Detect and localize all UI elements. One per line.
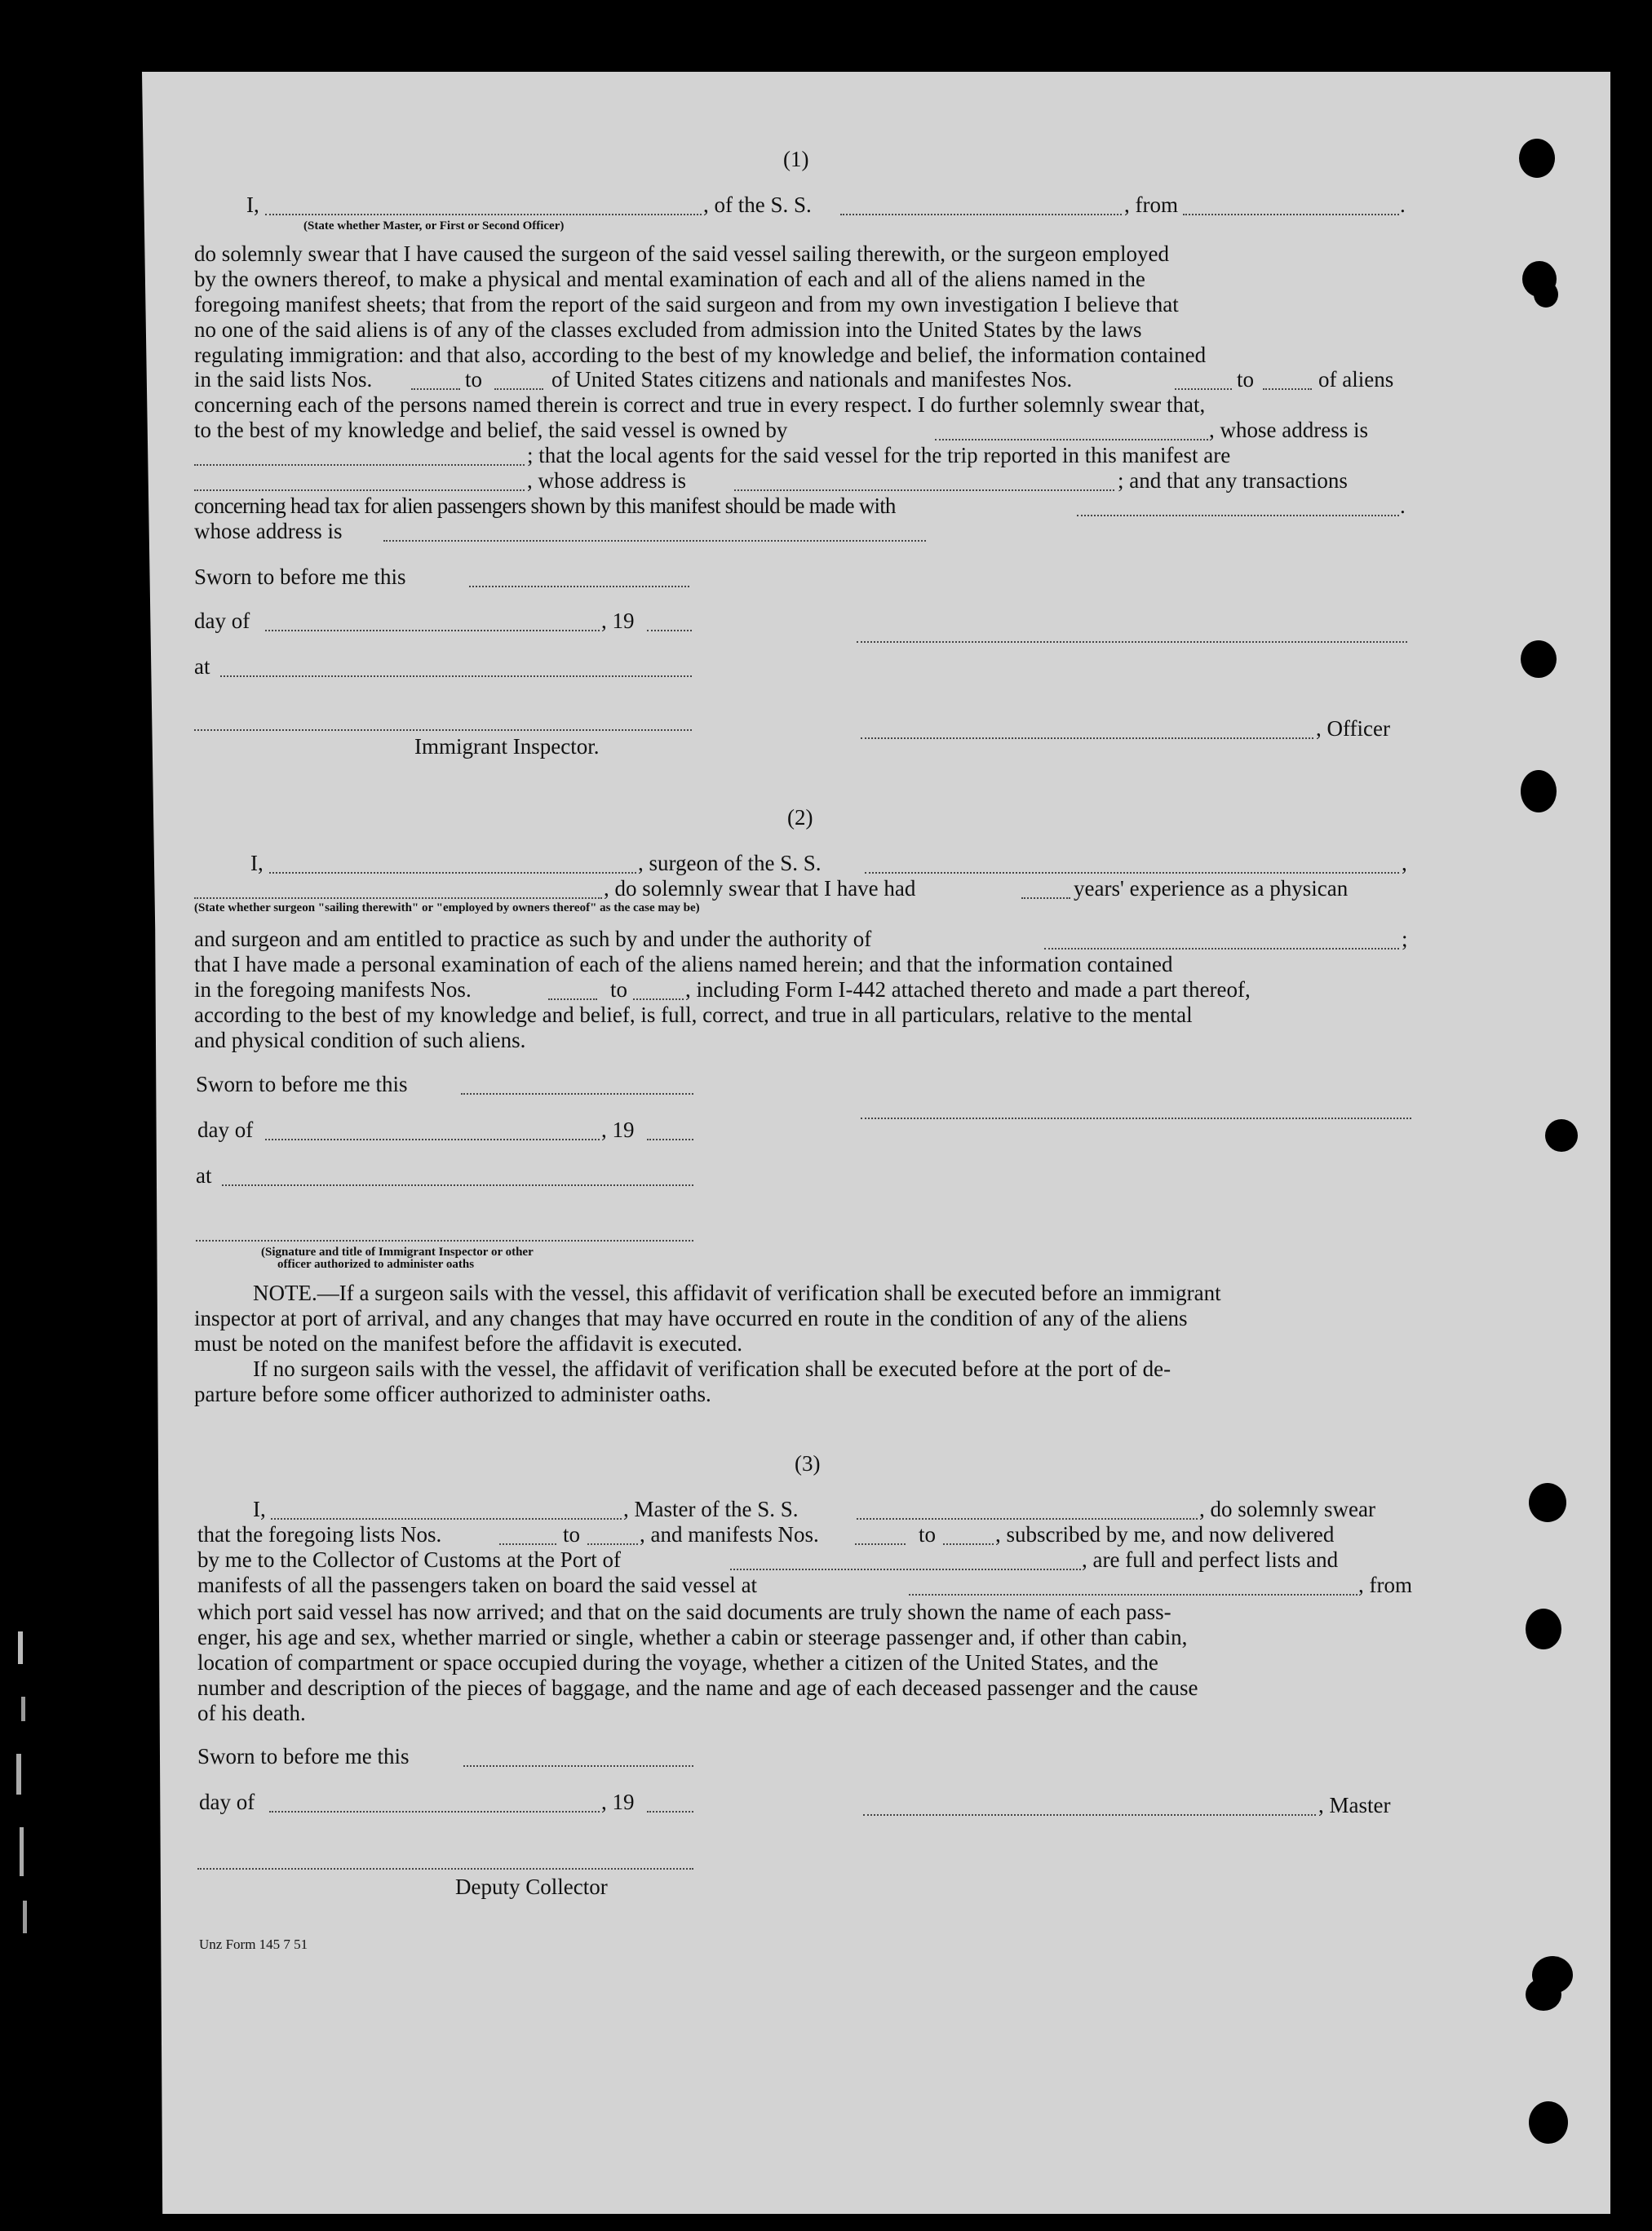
punch-hole bbox=[1521, 640, 1557, 678]
punch-hole bbox=[1534, 281, 1558, 308]
s3-line: number and description of the pieces of baggage, and the name and age of each deceased passenger and the cause bbox=[197, 1675, 1198, 1700]
section-1-number: (1) bbox=[783, 147, 809, 171]
s3-lists-nos: that the foregoing lists Nos. bbox=[197, 1522, 442, 1547]
s1-line: concerning each of the persons named therein is correct and true in every respect. I do further solemnly swear that, bbox=[194, 392, 1206, 417]
s1-from-line bbox=[1183, 214, 1399, 215]
s3-paragraph bbox=[197, 1600, 1411, 1726]
s1-of-ss: , of the S. S. bbox=[703, 193, 812, 217]
s2-surgeon-name-line bbox=[269, 872, 636, 874]
s3-i: I, bbox=[253, 1497, 266, 1521]
s3-to-2: to bbox=[919, 1522, 937, 1547]
s2-sig-note-2: officer authorized to administer oaths bbox=[277, 1258, 475, 1271]
punch-hole bbox=[1521, 770, 1557, 812]
note-line: parture before some officer authorized to administer oaths. bbox=[194, 1382, 711, 1406]
s2-day-of: day of bbox=[197, 1118, 254, 1142]
s1-officer-name-line bbox=[265, 214, 702, 215]
s1-transactions: ; and that any transactions bbox=[1118, 468, 1348, 493]
note-paragraph bbox=[194, 1281, 1410, 1407]
s1-ship-name-line bbox=[840, 214, 1122, 215]
s2-manifests-from-line bbox=[548, 998, 597, 1000]
s2-sworn-line bbox=[461, 1093, 693, 1095]
s1-inspector-line bbox=[194, 729, 692, 731]
s3-sworn-line bbox=[463, 1765, 693, 1767]
s2-ship-line bbox=[865, 872, 1399, 874]
s1-day-of: day of bbox=[194, 609, 250, 633]
s2-signature-line bbox=[861, 1118, 1411, 1119]
scan-mark bbox=[23, 1901, 27, 1933]
s2-day-line bbox=[265, 1139, 600, 1140]
s2-years-exp: years' experience as a physican bbox=[1074, 876, 1349, 901]
s1-year-line bbox=[647, 630, 692, 631]
section-2-number: (2) bbox=[787, 805, 813, 830]
s1-lists-nos: in the said lists Nos. bbox=[194, 367, 373, 392]
scan-mark bbox=[18, 1631, 23, 1664]
s2-manifests-nos: in the foregoing manifests Nos. bbox=[194, 977, 472, 1002]
s2-manifests-to-line bbox=[633, 998, 684, 1000]
s1-owner-line bbox=[935, 439, 1208, 440]
s2-year: , 19 bbox=[601, 1118, 635, 1142]
s1-period: . bbox=[1400, 193, 1406, 217]
s1-whose-address-2: whose address is bbox=[194, 519, 343, 543]
s3-day-of: day of bbox=[199, 1790, 255, 1814]
s3-taken-on-board: manifests of all the passengers taken on board the said vessel at bbox=[197, 1573, 758, 1597]
s3-port-of: by me to the Collector of Customs at the Port of bbox=[197, 1547, 621, 1572]
s3-master-name-line bbox=[271, 1518, 622, 1520]
note-line: If no surgeon sails with the vessel, the affidavit of verification shall be executed before at the port of de- bbox=[253, 1357, 1171, 1381]
s1-citizens: of United States citizens and nationals and manifestes Nos. bbox=[551, 367, 1073, 392]
s2-i: I, bbox=[250, 851, 264, 875]
s1-officer-note: (State whether Master, or First or Second Officer) bbox=[303, 219, 565, 232]
s1-agents-line bbox=[194, 489, 525, 491]
s3-subscribed: , subscribed by me, and now delivered bbox=[995, 1522, 1335, 1547]
s1-line: by the owners thereof, to make a physical and mental examination of each and all of the aliens named in the bbox=[194, 267, 1145, 291]
punch-hole bbox=[1519, 139, 1555, 178]
s2-sig-note-1: (Signature and title of Immigrant Inspector or other bbox=[261, 1246, 534, 1259]
s3-ship-line bbox=[857, 1518, 1198, 1520]
note-line: inspector at port of arrival, and any changes that may have occurred en route in the condition of any of the aliens bbox=[194, 1306, 1188, 1330]
s3-line: of his death. bbox=[197, 1701, 306, 1725]
s2-years-line bbox=[1021, 897, 1070, 899]
s3-manifests-from-line bbox=[855, 1543, 906, 1545]
s3-master-of: , Master of the S. S. bbox=[623, 1497, 799, 1521]
scan-mark bbox=[16, 1754, 21, 1795]
scan-mark bbox=[20, 1827, 24, 1876]
s1-line: foregoing manifest sheets; that from the report of the said surgeon and from my own investigation I believe that bbox=[194, 292, 1179, 317]
s1-from: , from bbox=[1124, 193, 1178, 217]
s1-at-line bbox=[220, 675, 692, 677]
s2-authority: and surgeon and am entitled to practice as such by and under the authority of bbox=[194, 927, 872, 951]
s1-owner-address-line bbox=[194, 464, 525, 466]
s1-owned-by: to the best of my knowledge and belief, the said vessel is owned by bbox=[194, 418, 788, 442]
s3-lists-to-line bbox=[587, 1543, 638, 1545]
s3-to: to bbox=[563, 1522, 581, 1547]
s2-year-line bbox=[647, 1139, 693, 1140]
s1-agents-address-line bbox=[734, 489, 1114, 491]
s1-line: no one of the said aliens is of any of the classes excluded from admission into the United States by the laws bbox=[194, 317, 1142, 342]
punch-hole bbox=[1526, 1978, 1561, 2011]
s3-manifests-to-line bbox=[943, 1543, 994, 1545]
s1-inspector-label: Immigrant Inspector. bbox=[414, 734, 600, 759]
s3-embark-port-line bbox=[909, 1594, 1357, 1596]
s2-swear: , do solemnly swear that I have had bbox=[604, 876, 916, 901]
s2-status-note: (State whether surgeon "sailing therewith" or "employed by owners thereof" as the case may be) bbox=[194, 901, 700, 914]
s2-at-line bbox=[222, 1184, 693, 1186]
s3-full-perfect: , are full and perfect lists and bbox=[1082, 1547, 1339, 1572]
s1-head-tax-line bbox=[1077, 515, 1399, 516]
s1-local-agents: ; that the local agents for the said vessel for the trip reported in this manifest are bbox=[527, 443, 1231, 467]
punch-hole bbox=[1529, 1483, 1566, 1522]
s1-day-line bbox=[265, 630, 600, 631]
s3-collector-line bbox=[197, 1868, 693, 1870]
s2-line: that I have made a personal examination of each of the aliens named herein; and that the information contained bbox=[194, 952, 1173, 976]
s1-officer-label: , Officer bbox=[1316, 716, 1390, 741]
s3-line: enger, his age and sex, whether married or single, whether a cabin or steerage passenger and, if other than cabin, bbox=[197, 1625, 1188, 1649]
s3-manifests-nos: , and manifests Nos. bbox=[640, 1522, 819, 1547]
s2-sworn: Sworn to before me this bbox=[196, 1072, 408, 1096]
s2-officer-signature-line bbox=[196, 1240, 693, 1242]
form-code: Unz Form 145 7 51 bbox=[199, 1937, 308, 1952]
s3-lists-from-line bbox=[499, 1543, 556, 1545]
s3-from: , from bbox=[1358, 1573, 1412, 1597]
s1-lists-to-line bbox=[494, 388, 543, 390]
s3-line: location of compartment or space occupied during the voyage, whether a citizen of the United States, and the bbox=[197, 1650, 1158, 1675]
s3-master-signature-line bbox=[863, 1814, 1316, 1816]
s1-line: regulating immigration: and that also, according to the best of my knowledge and belief, the information contained bbox=[194, 343, 1207, 367]
s1-i: I, bbox=[246, 193, 259, 217]
s2-line: according to the best of my knowledge and belief, is full, correct, and true in all particulars, relative to the mental bbox=[194, 1003, 1193, 1027]
s3-master-label: , Master bbox=[1318, 1793, 1391, 1817]
s3-year: , 19 bbox=[601, 1790, 635, 1814]
s1-of-aliens: of aliens bbox=[1318, 367, 1394, 392]
s2-status-line bbox=[194, 897, 602, 899]
s2-semicolon: ; bbox=[1402, 927, 1408, 951]
s1-whose-address: , whose address is bbox=[1209, 418, 1368, 442]
s2-to: to bbox=[610, 977, 628, 1002]
s3-swear: , do solemnly swear bbox=[1199, 1497, 1375, 1521]
section-3-number: (3) bbox=[795, 1451, 821, 1476]
s1-to: to bbox=[465, 367, 483, 392]
s1-officer-line bbox=[861, 737, 1313, 739]
s2-surgeon-of: , surgeon of the S. S. bbox=[638, 851, 822, 875]
punch-hole bbox=[1526, 1609, 1561, 1649]
s3-collector-label: Deputy Collector bbox=[455, 1875, 608, 1899]
s1-to-2: to bbox=[1237, 367, 1255, 392]
s1-sworn: Sworn to before me this bbox=[194, 564, 406, 589]
note-line: NOTE.—If a surgeon sails with the vessel, this affidavit of verification shall be executed before an immigrant bbox=[253, 1281, 1221, 1305]
s1-manifests-from-line bbox=[1175, 388, 1232, 390]
s1-agents-address: , whose address is bbox=[527, 468, 686, 493]
s3-day-line bbox=[269, 1811, 600, 1813]
s2-authority-line bbox=[1044, 948, 1399, 950]
s1-sworn-line bbox=[469, 586, 689, 587]
s1-period-2: . bbox=[1400, 494, 1406, 518]
s1-lists-from-line bbox=[411, 388, 460, 390]
s1-signature-line bbox=[857, 641, 1407, 643]
s1-head-tax: concerning head tax for alien passengers shown by this manifest should be made with bbox=[194, 494, 896, 518]
s1-manifests-to-line bbox=[1263, 388, 1312, 390]
s2-form-i442: , including Form I-442 attached thereto and made a part thereof, bbox=[685, 977, 1251, 1002]
punch-hole bbox=[1529, 2101, 1568, 2144]
note-line: must be noted on the manifest before the affidavit is executed. bbox=[194, 1331, 743, 1356]
s1-year: , 19 bbox=[601, 609, 635, 633]
s2-comma: , bbox=[1402, 851, 1407, 875]
s1-at: at bbox=[194, 654, 210, 679]
s1-head-tax-address-line bbox=[383, 540, 926, 542]
punch-hole bbox=[1545, 1119, 1578, 1152]
s3-sworn: Sworn to before me this bbox=[197, 1744, 410, 1768]
s1-paragraph bbox=[194, 241, 1410, 368]
s2-at: at bbox=[196, 1163, 212, 1188]
s3-port-line bbox=[730, 1569, 1081, 1570]
s3-line: which port said vessel has now arrived; and that on the said documents are truly shown the name of each pass- bbox=[197, 1600, 1171, 1624]
s3-year-line bbox=[647, 1811, 693, 1813]
s1-line: do solemnly swear that I have caused the surgeon of the said vessel sailing therewith, or the surgeon employed bbox=[194, 241, 1169, 266]
scan-mark bbox=[21, 1697, 25, 1721]
s2-line: and physical condition of such aliens. bbox=[194, 1028, 526, 1052]
